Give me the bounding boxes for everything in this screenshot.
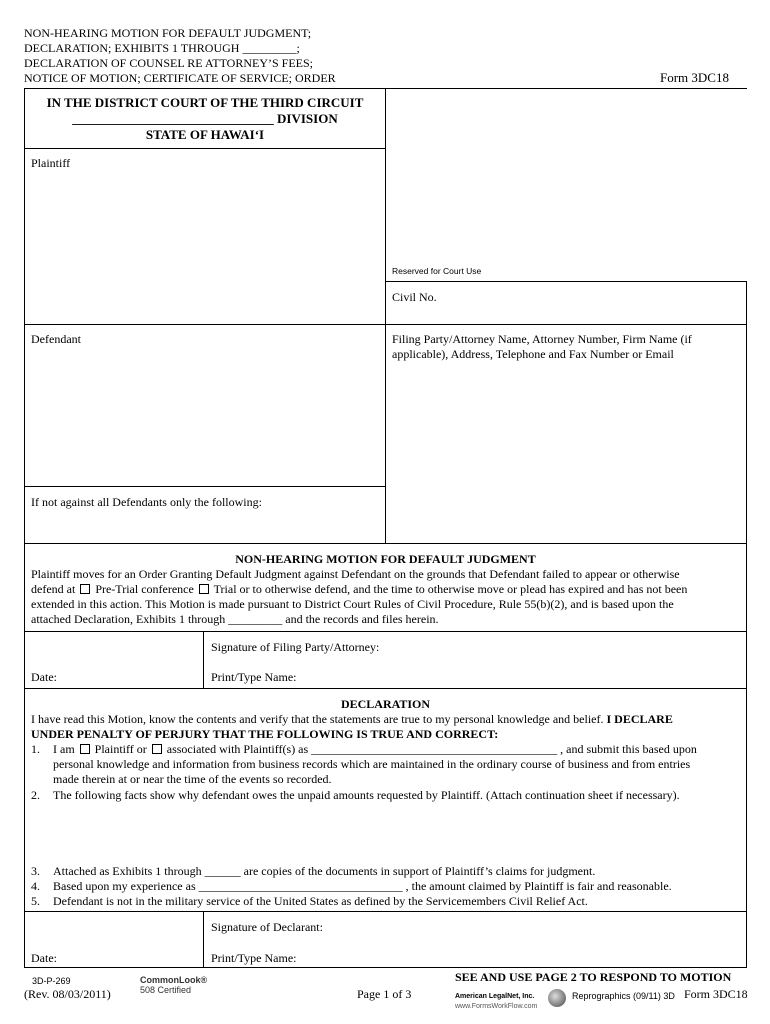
motion-line-4: attached Declaration, Exhibits 1 through _________ and the records and files herein. — [31, 612, 439, 626]
pretrial-checkbox[interactable] — [80, 584, 90, 594]
motion-date-label: Date: — [31, 670, 57, 684]
declaration-print-name-label: Print/Type Name: — [211, 951, 297, 965]
declarant-signature-label: Signature of Declarant: — [211, 920, 323, 934]
page-number: Page 1 of 3 — [357, 987, 412, 1001]
declaration-intro — [31, 712, 673, 742]
item-1-a: I am — [53, 742, 75, 756]
civil-no-top — [385, 281, 747, 282]
item-number-2: 2. — [31, 788, 40, 802]
defendant-field[interactable] — [26, 348, 382, 482]
reserved-label: Reserved for Court Use — [392, 266, 482, 276]
item-number-1: 1. — [31, 742, 40, 756]
motion-print-name-label: Print/Type Name: — [211, 670, 297, 684]
court-header — [24, 95, 386, 143]
motion-line-3: extended in this action. This Motion is made pursuant to District Court Rules of Civil Procedure, Rule 55(b)(2), and is based upon the — [31, 597, 674, 611]
associated-checkbox[interactable] — [152, 744, 162, 754]
reprographics: Reprographics (09/11) 3D — [572, 991, 675, 1001]
middle-divider — [385, 88, 386, 544]
declaration-intro-1b: I DECLARE — [606, 712, 673, 726]
civil-no-field[interactable] — [445, 286, 740, 320]
motion-line-2-c: Trial or to otherwise defend, and the time to otherwise move or plead has expired and has not been — [213, 582, 688, 596]
court-line-3: STATE OF HAWAI‘I — [145, 127, 265, 142]
motion-line-1: Plaintiff moves for an Order Granting Default Judgment against Defendant on the grounds that Defendant failed to appear or otherwise — [31, 567, 680, 581]
motion-line-2-a: defend at — [31, 582, 76, 596]
item-1-c: associated with Plaintiff(s) as _________________________________________ , and submit this based upon — [166, 742, 697, 756]
title-line-4: NOTICE OF MOTION; CERTIFICATE OF SERVICE; ORDER — [24, 71, 336, 85]
trial-checkbox[interactable] — [199, 584, 209, 594]
motion-top — [24, 543, 747, 544]
motion-signature-top — [24, 631, 747, 632]
see-page-2: SEE AND USE PAGE 2 TO RESPOND TO MOTION — [455, 970, 732, 984]
commonlook-logo — [140, 975, 207, 995]
item-1-line-3: made therein at or near the time of the events so recorded. — [53, 772, 332, 786]
document-title — [24, 26, 336, 86]
motion-signature-label: Signature of Filing Party/Attorney: — [211, 640, 380, 654]
court-line-2: _______________________________ DIVISION — [72, 111, 338, 126]
item-2-text: The following facts show why defendant owes the unpaid amounts requested by Plaintiff. (Attach continuation sheet if necessary). — [53, 788, 680, 802]
motion-date-field[interactable] — [66, 666, 198, 684]
declaration-intro-line-1 — [31, 712, 673, 727]
declaration-intro-1a: I have read this Motion, know the contents and verify that the statements are true to my personal knowledge and belief. — [31, 712, 604, 726]
footer-form-number: Form 3DC18 — [684, 987, 748, 1001]
not-all-defendants-label: If not against all Defendants only the following: — [31, 495, 262, 509]
form-number: Form 3DC18 — [660, 70, 729, 85]
facts-field[interactable] — [50, 806, 740, 858]
item-5-text: Defendant is not in the military service of the United States as defined by the Servicemembers Civil Relief Act. — [53, 894, 588, 908]
motion-signature-divider — [203, 631, 204, 688]
item-4-text: Based upon my experience as __________________________________ , the amount claimed by Plaintiff is fair and reasonable. — [53, 879, 672, 893]
defendants-divider — [24, 486, 386, 487]
motion-print-name-field[interactable] — [310, 666, 740, 684]
declaration-heading: DECLARATION — [340, 697, 431, 711]
defendant-label: Defendant — [31, 332, 81, 346]
commonlook-line-1: CommonLook® — [140, 975, 208, 985]
title-line-2: DECLARATION; EXHIBITS 1 THROUGH _________; — [24, 41, 300, 55]
title-line-3: DECLARATION OF COUNSEL RE ATTORNEY’S FEES; — [24, 56, 314, 70]
item-number-5: 5. — [31, 894, 40, 908]
frame-left — [24, 88, 25, 968]
motion-line-2 — [31, 582, 687, 597]
motion-line-2-b: Pre-Trial conference — [95, 582, 194, 596]
item-number-3: 3. — [31, 864, 40, 878]
declaration-top — [24, 688, 747, 689]
alnet-globe-icon — [548, 989, 566, 1007]
frame-right — [746, 281, 747, 968]
civil-no-label: Civil No. — [392, 290, 437, 304]
motion-body — [31, 567, 687, 627]
motion-heading: NON-HEARING MOTION FOR DEFAULT JUDGMENT — [235, 552, 536, 566]
declaration-signature-divider — [203, 911, 204, 968]
plaintiff-label: Plaintiff — [31, 156, 71, 170]
item-3-text: Attached as Exhibits 1 through ______ are copies of the documents in support of Plaintiff’s claims for judgment. — [53, 864, 596, 878]
court-line-1: IN THE DISTRICT COURT OF THE THIRD CIRCUIT — [46, 95, 364, 110]
declaration-intro-line-2: UNDER PENALTY OF PERJURY THAT THE FOLLOWING IS TRUE AND CORRECT: — [31, 727, 499, 741]
declaration-print-name-field[interactable] — [310, 947, 740, 965]
declaration-date-field[interactable] — [66, 947, 198, 965]
plaintiff-checkbox[interactable] — [80, 744, 90, 754]
declaration-signature-top — [24, 911, 747, 912]
plaintiff-field[interactable] — [26, 172, 382, 320]
filing-party-label-1: Filing Party/Attorney Name, Attorney Number, Firm Name (if — [392, 332, 692, 346]
filing-party-label — [392, 332, 692, 362]
item-1-line-1 — [53, 742, 697, 757]
filing-party-label-2: applicable), Address, Telephone and Fax Number or Email — [392, 347, 674, 361]
not-all-defendants-field[interactable] — [26, 512, 382, 540]
commonlook-line-2: 508 Certified — [140, 985, 192, 995]
item-number-4: 4. — [31, 879, 40, 893]
footer-revision: (Rev. 08/03/2011) — [24, 987, 111, 1001]
item-1-line-2: personal knowledge and information from business records which are maintained in the ordinary course of business and from entries — [53, 757, 691, 771]
court-box-bottom — [24, 148, 386, 149]
alnet-url: www.FormsWorkFlow.com — [455, 1003, 538, 1010]
footer-code: 3D-P-269 — [32, 976, 71, 986]
declaration-date-label: Date: — [31, 951, 57, 965]
filing-party-field[interactable] — [389, 366, 743, 540]
civil-no-bottom — [24, 324, 747, 325]
item-1-b: Plaintiff or — [94, 742, 147, 756]
alnet-name: American LegalNet, Inc. — [455, 993, 535, 1000]
frame-bottom — [24, 967, 747, 968]
title-line-1: NON-HEARING MOTION FOR DEFAULT JUDGMENT; — [24, 26, 312, 40]
